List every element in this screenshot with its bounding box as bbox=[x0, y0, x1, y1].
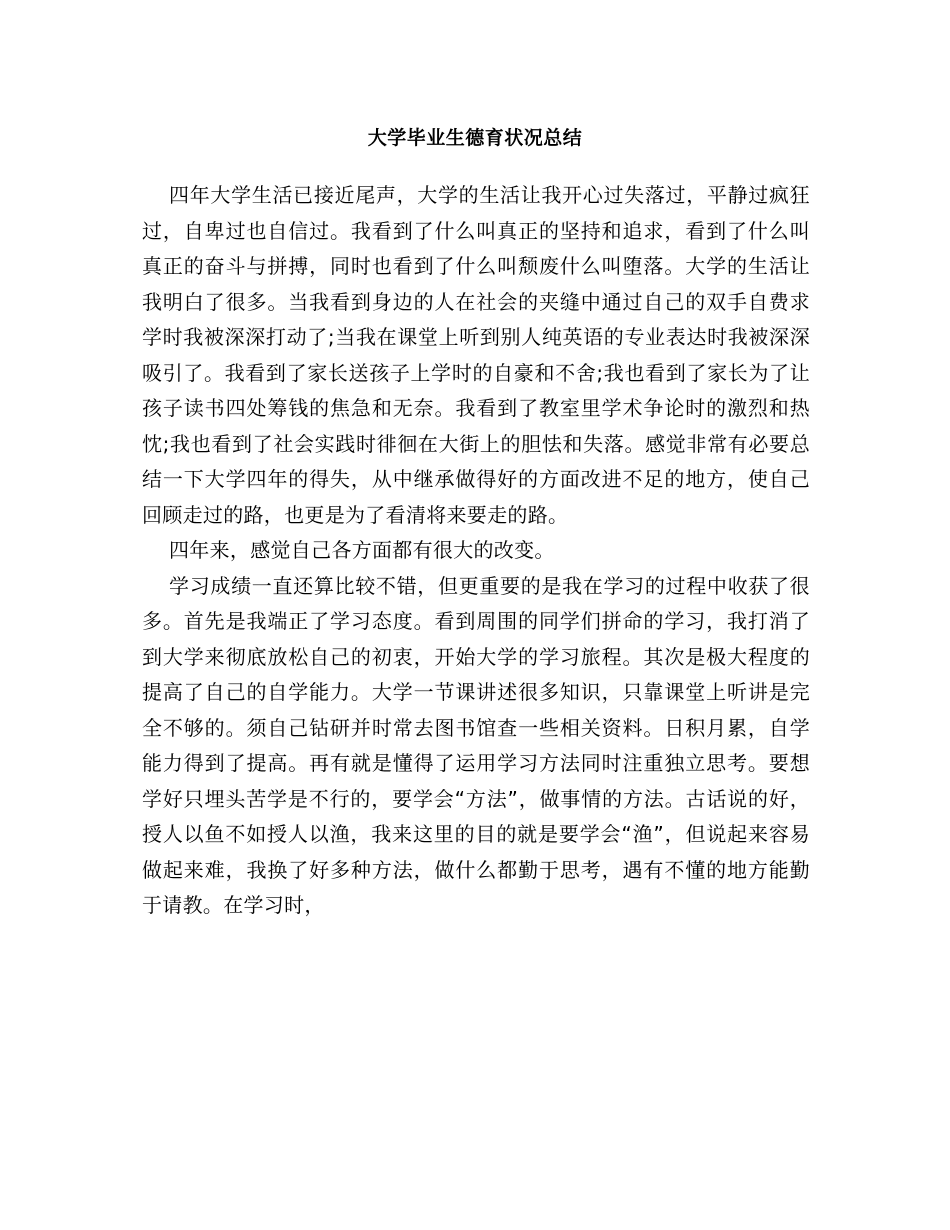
paragraph-intro: 四年大学生活已接近尾声，大学的生活让我开心过失落过，平静过疯狂过，自卑过也自信过。我看到了什么叫真正的坚持和追求，看到了什么叫真正的奋斗与拼搏，同时也看到了什么叫颓废什么叫堕落。大学的生活让我明白了很多。当我看到身边的人在社会的夹缝中通过自己的双手自费求学时我被深深打动了;当我在课堂上听到别人纯英语的专业表达时我被深深吸引了。我看到了家长送孩子上学时的自豪和不舍;我也看到了家长为了让孩子读书四处筹钱的焦急和无奈。我看到了教室里学术争论时的激烈和热忱;我也看到了社会实践时徘徊在大街上的胆怯和失落。感觉非常有必要总结一下大学四年的得失，从中继承做得好的方面改进不足的地方，使自己回顾走过的路，也更是为了看清将来要走的路。 bbox=[142, 183, 810, 527]
paragraph-study: 学习成绩一直还算比较不错，但更重要的是我在学习的过程中收获了很多。首先是我端正了学习态度。看到周围的同学们拼命的学习，我打消了到大学来彻底放松自己的初衷，开始大学的学习旅程。其次是极大程度的提高了自己的自学能力。大学一节课讲述很多知识，只靠课堂上听讲是完全不够的。须自己钻研并时常去图书馆查一些相关资料。日积月累，自学能力得到了提高。再有就是懂得了运用学习方法同时注重独立思考。要想学好只埋头苦学是不行的，要学会“方法”，做事情的方法。古话说的好，授人以鱼不如授人以渔，我来这里的目的就是要学会“渔”，但说起来容易做起来难，我换了好多种方法，做什么都勤于思考，遇有不懂的地方能勤于请教。在学习时， bbox=[142, 573, 810, 917]
document-body bbox=[142, 178, 810, 924]
document-title: 大学毕业生德育状况总结 bbox=[367, 127, 583, 149]
paragraph-changes: 四年来，感觉自己各方面都有很大的改变。 bbox=[169, 538, 555, 562]
